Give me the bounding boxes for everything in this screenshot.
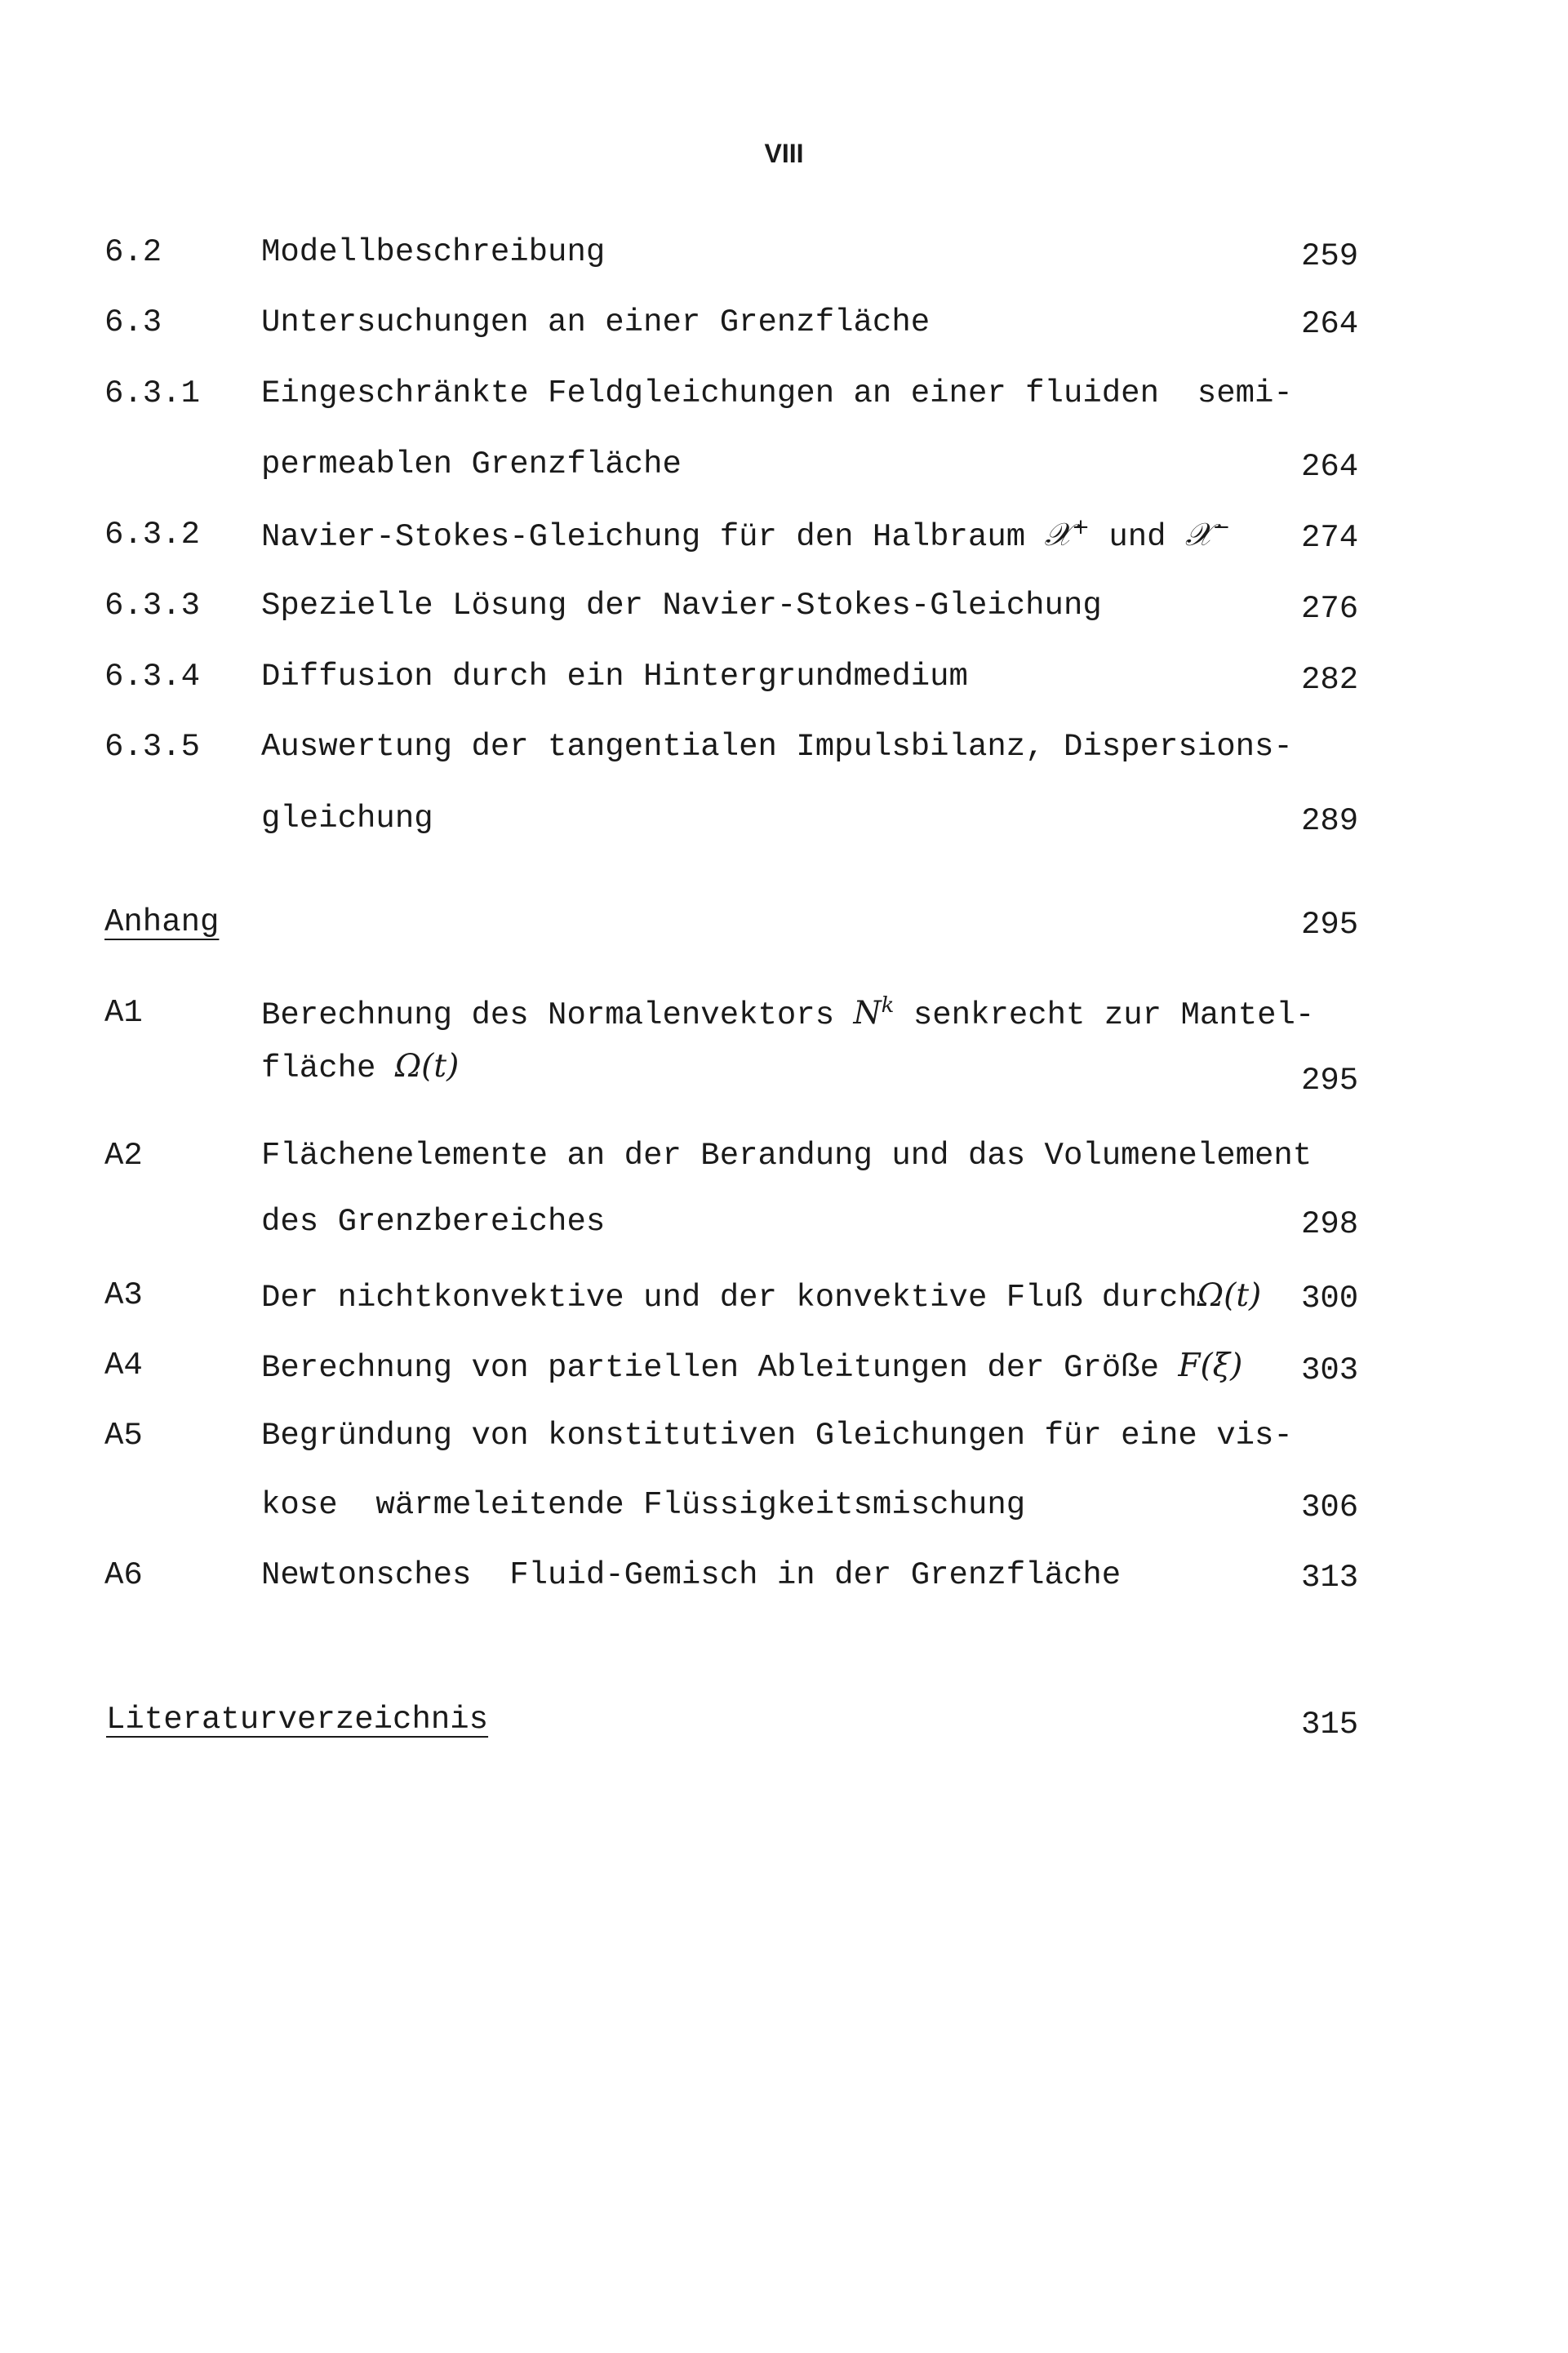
page-number: 295 [1301,907,1359,943]
section-title: Diffusion durch ein Hintergrundmedium [261,659,968,695]
section-number: 6.2 [104,234,162,270]
appendix-title [261,1347,1243,1386]
page-number: 313 [1301,1560,1359,1596]
normal-vector-symbol: $N^k$ [853,993,895,1032]
section-number: 6.3.2 [104,517,201,553]
appendix-title: Newtonsches Fluid-Gemisch in der Grenzfläche [261,1557,1122,1593]
title-text: Der nichtkonvektive und der konvektive Fluß durch [261,1280,1197,1316]
appendix-title-line1: Begründung von konstitutiven Gleichungen für eine vis- [261,1418,1293,1454]
appendix-title [261,1277,1262,1316]
omega-symbol: Ω(t) [394,1048,460,1085]
section-number: 6.3 [104,304,162,340]
appendix-number: A6 [104,1557,143,1593]
section-title-line2: permeablen Grenzfläche [261,446,682,482]
title-text: senkrecht zur Mantel- [913,997,1315,1033]
page-number: 264 [1301,449,1359,485]
section-title [261,515,1231,555]
section-title: Modellbeschreibung [261,234,606,270]
page-number: 306 [1301,1489,1359,1525]
section-number: 6.3.4 [104,659,201,695]
section-title: Untersuchungen an einer Grenzfläche [261,304,931,340]
page-number: 289 [1301,803,1359,839]
page-header: VIII [764,139,804,168]
appendix-number: A3 [104,1277,143,1313]
section-number: 6.3.5 [104,729,201,765]
page-number: 295 [1301,1063,1359,1099]
section-number: 6.3.3 [104,588,201,624]
section-title: Spezielle Lösung der Navier-Stokes-Gleichung [261,588,1102,624]
title-text: Berechnung von partiellen Ableitungen der Größe [261,1350,1159,1386]
appendix-number: A2 [104,1138,143,1174]
section-title-line1: Auswertung der tangentialen Impulsbilanz, Dispersions- [261,729,1293,765]
appendix-title-line1 [261,993,1315,1033]
title-text: Navier-Stokes-Gleichung für den Halbraum [261,519,1026,555]
title-text: Berechnung des Normalenvektors [261,997,835,1033]
appendix-title-line2: kose wärmeleitende Flüssigkeitsmischung [261,1487,1026,1523]
appendix-number: A1 [104,995,143,1031]
appendix-number: A4 [104,1347,143,1383]
page-number: 259 [1301,238,1359,274]
halfspace-symbol-plus: 𝒳+ [1044,515,1090,553]
section-title-line2: gleichung [261,801,433,837]
function-symbol: F(ξ) [1178,1347,1243,1384]
section-title-line1: Eingeschränkte Feldgleichungen an einer fluiden semi- [261,375,1293,411]
appendix-title-line1: Flächenelemente an der Berandung und das Volumenelement [261,1138,1313,1174]
appendix-title-line2: des Grenzbereiches [261,1204,606,1240]
page-number: 276 [1301,591,1359,627]
page-number: 298 [1301,1206,1359,1242]
appendix-number: A5 [104,1418,143,1454]
page-number: 315 [1301,1707,1359,1743]
appendix-title-line2 [261,1050,459,1085]
appendix-heading: Anhang [104,904,220,940]
bibliography-heading: Literaturverzeichnis [106,1702,489,1738]
halfspace-symbol-minus: 𝒳− [1184,515,1231,553]
page-number: 282 [1301,662,1359,698]
omega-symbol: Ω(t) [1197,1277,1262,1314]
page-number: 303 [1301,1352,1359,1388]
conjunction-text: und [1108,519,1166,555]
page-number: 300 [1301,1281,1359,1316]
title-text: fläche [261,1050,376,1086]
page-number: 274 [1301,520,1359,556]
page-number: 264 [1301,306,1359,342]
section-number: 6.3.1 [104,375,201,411]
